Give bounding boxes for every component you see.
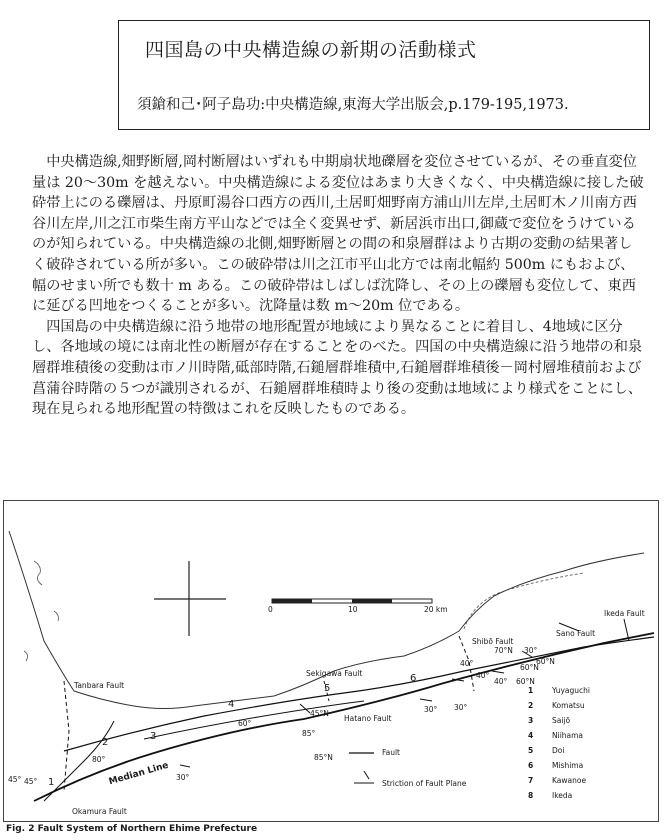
dip-label: 60°N [520,663,539,672]
dip-label: 40° [476,671,490,680]
tanbara-fault-label: Tanbara Fault [74,681,125,690]
dip-label: 80° [92,755,106,764]
area-number-4: 4 [228,699,235,710]
dip-label: 30° [454,703,468,712]
locality-row: 4 Niihama [528,731,584,740]
dip-label: 40° [460,659,474,668]
area-number-3: 3 [150,731,157,742]
dip-label: 30° [524,646,538,655]
scale-label-10: 10 [348,605,358,614]
locality-row: 8 Ikeda [528,791,573,800]
legend-fault-label: Fault [382,748,400,757]
citation: 須鎗和己･阿子島功:中央構造線,東海大学出版会,p.179-195,1973. [137,97,569,113]
hatano-fault-label: Hatano Fault [344,714,392,723]
dip-label: 45° [8,775,22,784]
locality-legend [528,686,590,806]
area-number-5: 5 [324,683,331,694]
dip-label: 40° [494,677,508,686]
paragraph-1: 中央構造線,畑野断層,岡村断層はいずれも中期扇状地礫層を変位させているが、その垂直変位量は 20～30m を越えない。中央構造線による変位はあまり大きくなく、中央構造線に接した破砕帯上にのる礫層は、丹原町湯谷口西方の西川,土居町畑野南方浦山川左岸,土居町木ノ川南方西谷川左岸,川之江市柴生南方平山などでは全く変異せず、新居浜市出口,御蔵で変位をうけているのが知られている。中央構造線の北側,畑野断層との間の和泉層群はより古期の変動の結果著しく破砕されている所が多い。この破砕帯は川之江市平山北方では南北幅約 500m にもおよび、幅のせまい所でも数十 m ある。この破砕帯はしばしば沈降し、その上の礫層も変位して、東西に延びる凹地をつくることが多い。沈降量は数 m～20m 位である。 [32,154,644,315]
sekigawa-fault-label: Sekigawa Fault [306,669,363,678]
scale-label-20: 20 km [424,605,448,614]
shibo-fault-label: Shibō Fault [472,637,514,646]
title-box [118,20,650,130]
locality-row: 6 Mishima [528,761,584,770]
scale-label-0: 0 [268,605,273,614]
area-number-1: 1 [48,777,55,788]
sano-fault-label: Sano Fault [556,629,596,638]
dip-label: 85°N [314,753,333,762]
locality-row: 5 Doi [528,746,565,755]
median-line-label: Median Line [107,760,170,788]
dip-label: 60° [238,719,252,728]
dip-label: 60°N [536,657,555,666]
dip-label: 30° [176,773,190,782]
locality-row: 7 Kawanoe [528,776,587,785]
paragraph-2: 四国島の中央構造線に沿う地帯の地形配置が地域により異なることに着目し、4地域に区分し、各地域の境には南北性の断層が存在することをのべた。四国の中央構造線に沿う地帯の和泉層群堆積後の変動は市ノ川時階,砥部時階,石鎚層群堆積中,石鎚層群堆積後－岡村層堆積前および菖蒲谷時階の５つが識別されるが、石鎚層群堆積時より後の変動は地域により様式をことにし、現在見られる地形配置の特徴はこれを反映したものである。 [32,318,643,418]
page-title: 四国島の中央構造線の新期の活動様式 [145,39,477,61]
okamura-fault-label: Okamura Fault [72,807,127,816]
figure-caption: Fig. 2 Fault System of Northern Ehime Prefecture [6,824,258,834]
dip-label: 85° [302,729,316,738]
body-text [32,152,644,420]
tanbara-fault-line [64,681,69,791]
locality-row: 1 Yuyaguchi [528,686,590,695]
locality-row: 3 Saijō [528,716,571,725]
legend-striation-label: Striction of Fault Plane [382,779,467,788]
dip-label: 45° [24,777,38,786]
dip-label: 45°N [310,709,329,718]
dip-label: 60°N [516,677,535,686]
locality-row: 2 Komatsu [528,701,585,710]
area-number-6: 6 [410,673,417,684]
ikeda-fault-label: Ikeda Fault [604,609,645,618]
dip-label: 70°N [494,646,513,655]
area-number-2: 2 [102,737,109,748]
dip-label: 30° [424,705,438,714]
